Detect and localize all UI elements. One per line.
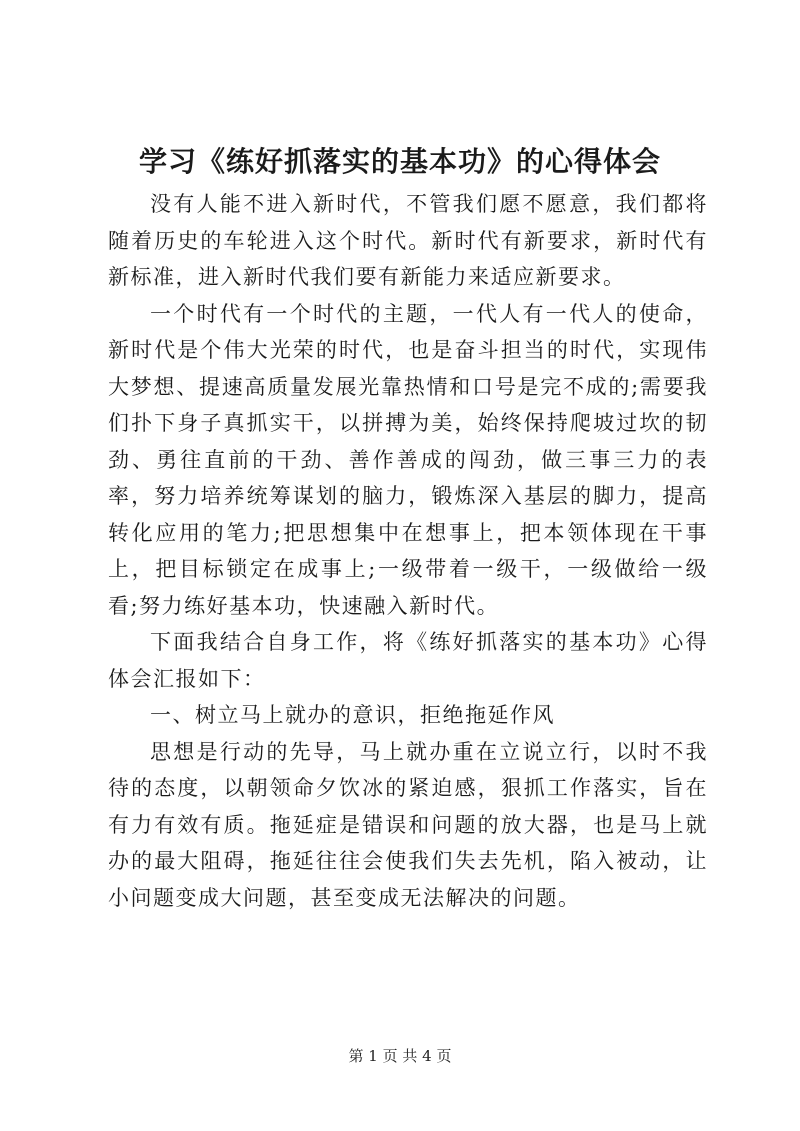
paragraph-1: 没有人能不进入新时代，不管我们愿不愿意，我们都将随着历史的车轮进入这个时代。新时代有新要求，新时代有新标准，进入新时代我们要有新能力来适应新要求。 [108, 192, 708, 289]
document-title: 学习《练好抓落实的基本功》的心得体会 [138, 145, 661, 178]
page-footer [0, 1046, 800, 1066]
page-number-label: 第 1 页 共 4 页 [348, 1047, 452, 1065]
section-heading-1: 一、树立马上就办的意识，拒绝拖延作风 [150, 703, 555, 727]
paragraph-2: 一个时代有一个时代的主题，一代人有一代人的使命，新时代是个伟大光荣的时代，也是奋斗担当的时代，实现伟大梦想、提速高质量发展光靠热情和口号是完不成的;需要我们扑下身子真抓实干，以拼搏为美，始终保持爬坡过坎的韧劲、勇往直前的干劲、善作善成的闯劲，做三事三力的表率，努力培养统筹谋划的脑力，锻炼深入基层的脚力，提高转化应用的笔力;把思想集中在想事上，把本领体现在干事上，把目标锁定在成事上;一级带着一级干，一级做给一级看;努力练好基本功，快速融入新时代。 [108, 301, 708, 618]
paragraph-3: 下面我结合自身工作，将《练好抓落实的基本功》心得体会汇报如下： [108, 630, 708, 691]
document-body [108, 186, 708, 916]
paragraph-4: 思想是行动的先导，马上就办重在立说立行，以时不我待的态度，以朝领命夕饮冰的紧迫感，狠抓工作落实，旨在有力有效有质。拖延症是错误和问题的放大器，也是马上就办的最大阻碍，拖延往往会使我们失去先机，陷入被动，让小问题变成大问题，甚至变成无法解决的问题。 [108, 739, 708, 910]
